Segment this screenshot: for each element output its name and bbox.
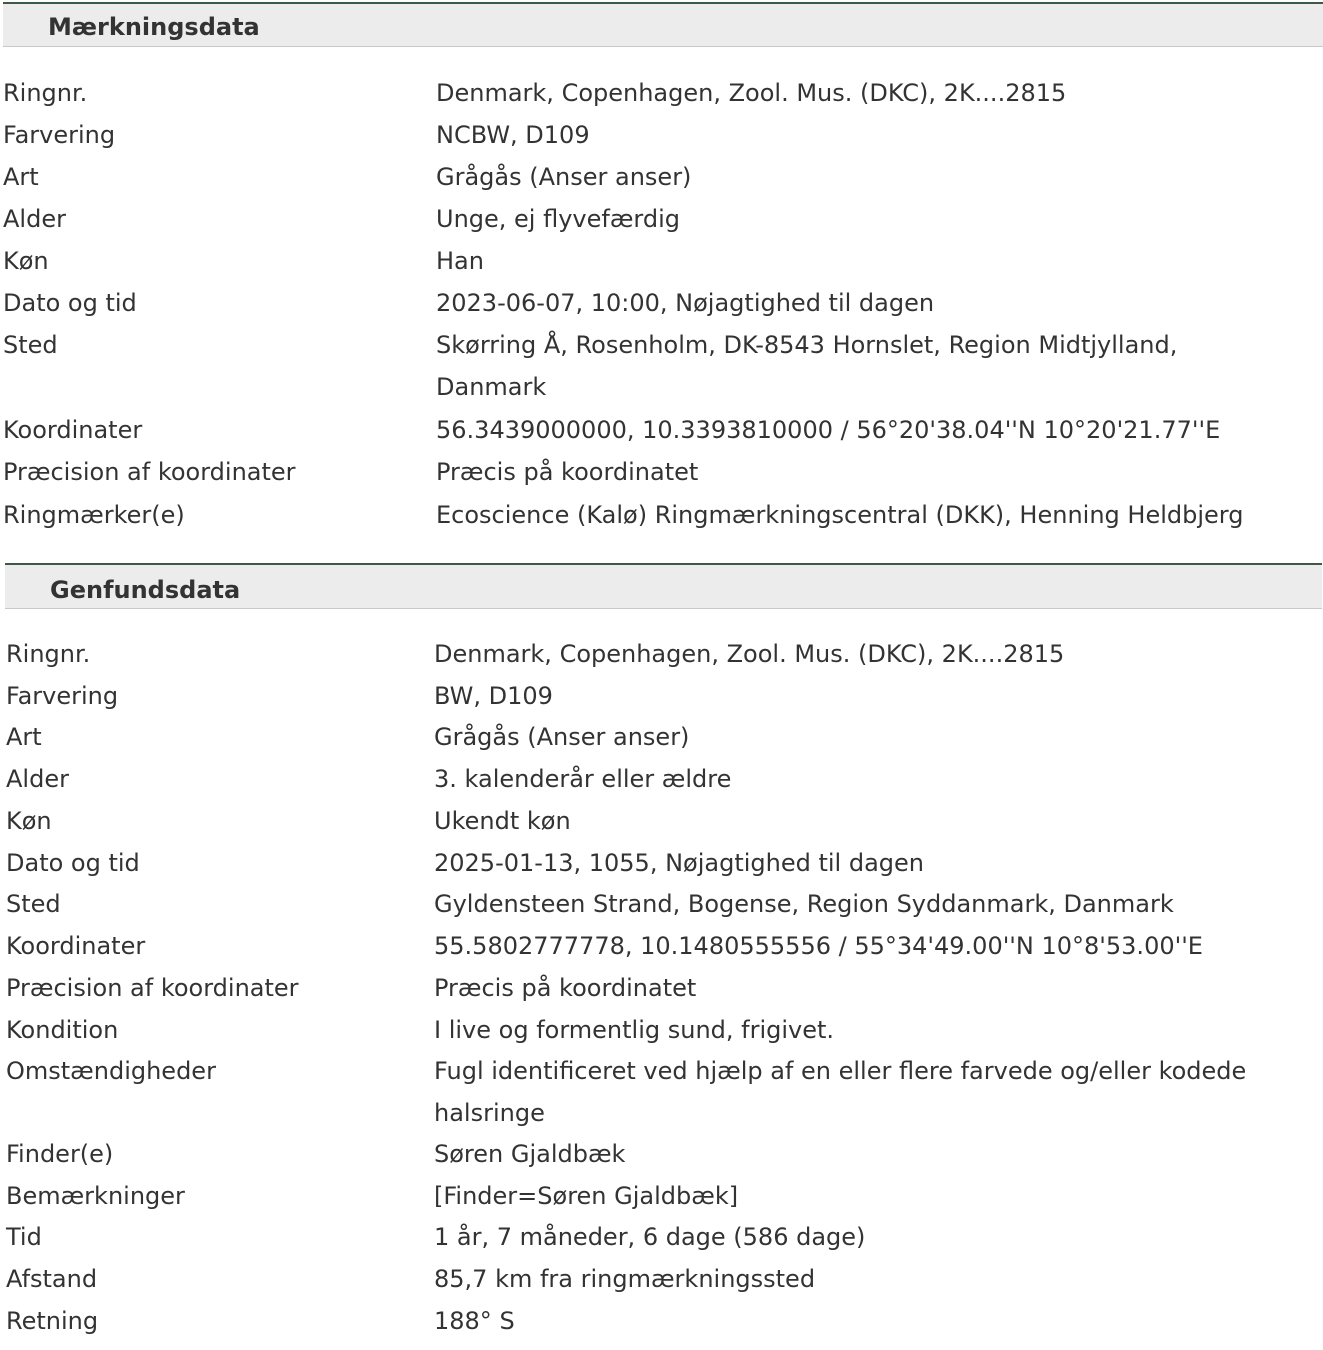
- marking-label: Køn: [3, 247, 49, 275]
- marking-section-header: [3, 2, 1323, 47]
- marking-value: Han: [436, 247, 484, 275]
- recovery-value: 2025-01-13, 1055, Nøjagtighed til dagen: [434, 849, 924, 877]
- recovery-value: 1 år, 7 måneder, 6 dage (586 dage): [434, 1223, 866, 1251]
- recovery-value: [Finder=Søren Gjaldbæk]: [434, 1182, 739, 1210]
- recovery-value: Gyldensteen Strand, Bogense, Region Syddanmark, Danmark: [434, 890, 1174, 918]
- recovery-value: Grågås (Anser anser): [434, 723, 690, 751]
- marking-value: Denmark, Copenhagen, Zool. Mus. (DKC), 2K....2815: [436, 79, 1067, 107]
- marking-value: Skørring Å, Rosenholm, DK-8543 Hornslet, Region Midtjylland, Danmark: [436, 331, 1178, 401]
- marking-label: Ringmærker(e): [3, 501, 185, 529]
- recovery-value: 3. kalenderår eller ældre: [434, 765, 732, 793]
- recovery-value: Fugl identificeret ved hjælp af en eller flere farvede og/eller kodede halsringe: [434, 1057, 1247, 1127]
- marking-label: Dato og tid: [3, 289, 137, 317]
- marking-value: Unge, ej flyvefærdig: [436, 205, 680, 233]
- marking-label: Sted: [3, 331, 58, 359]
- recovery-label: Kondition: [6, 1016, 119, 1044]
- recovery-value: Denmark, Copenhagen, Zool. Mus. (DKC), 2K....2815: [434, 640, 1065, 668]
- recovery-label: Bemærkninger: [6, 1182, 185, 1210]
- recovery-label: Dato og tid: [6, 849, 140, 877]
- marking-label: Art: [3, 163, 39, 191]
- recovery-value: I live og formentlig sund, frigivet.: [434, 1016, 835, 1044]
- recovery-label: Alder: [6, 765, 69, 793]
- marking-value: Ecoscience (Kalø) Ringmærkningscentral (DKK), Henning Heldbjerg: [436, 501, 1244, 529]
- recovery-value: 55.5802777778, 10.1480555556 / 55°34'49.00''N 10°8'53.00''E: [434, 932, 1203, 960]
- recovery-label: Koordinater: [6, 932, 146, 960]
- marking-value: Grågås (Anser anser): [436, 163, 692, 191]
- recovery-value: Præcis på koordinatet: [434, 974, 697, 1002]
- marking-section-title: Mærkningsdata: [48, 13, 260, 41]
- marking-label: Alder: [3, 205, 66, 233]
- recovery-value: 188° S: [434, 1307, 515, 1335]
- recovery-section-title: Genfundsdata: [50, 576, 241, 604]
- recovery-value: 85,7 km fra ringmærkningssted: [434, 1265, 816, 1293]
- recovery-label: Præcision af koordinater: [6, 974, 299, 1002]
- marking-value: 56.3439000000, 10.3393810000 / 56°20'38.04''N 10°20'21.77''E: [436, 416, 1221, 444]
- recovery-label: Sted: [6, 890, 61, 918]
- marking-label: Ringnr.: [3, 79, 88, 107]
- recovery-value: Søren Gjaldbæk: [434, 1140, 626, 1168]
- marking-label: Koordinater: [3, 416, 143, 444]
- marking-value: Præcis på koordinatet: [436, 458, 699, 486]
- marking-value: 2023-06-07, 10:00, Nøjagtighed til dagen: [436, 289, 935, 317]
- recovery-label: Farvering: [6, 682, 119, 710]
- marking-label: Farvering: [3, 121, 116, 149]
- recovery-value: BW, D109: [434, 682, 553, 710]
- recovery-label: Tid: [6, 1223, 42, 1251]
- recovery-label: Retning: [6, 1307, 99, 1335]
- recovery-label: Afstand: [6, 1265, 98, 1293]
- recovery-label: Køn: [6, 807, 52, 835]
- recovery-label: Omstændigheder: [6, 1057, 216, 1085]
- recovery-value: Ukendt køn: [434, 807, 571, 835]
- marking-label: Præcision af koordinater: [3, 458, 296, 486]
- recovery-label: Finder(e): [6, 1140, 114, 1168]
- recovery-label: Ringnr.: [6, 640, 91, 668]
- marking-value: NCBW, D109: [436, 121, 590, 149]
- recovery-label: Art: [6, 723, 42, 751]
- recovery-section-header: [5, 563, 1322, 609]
